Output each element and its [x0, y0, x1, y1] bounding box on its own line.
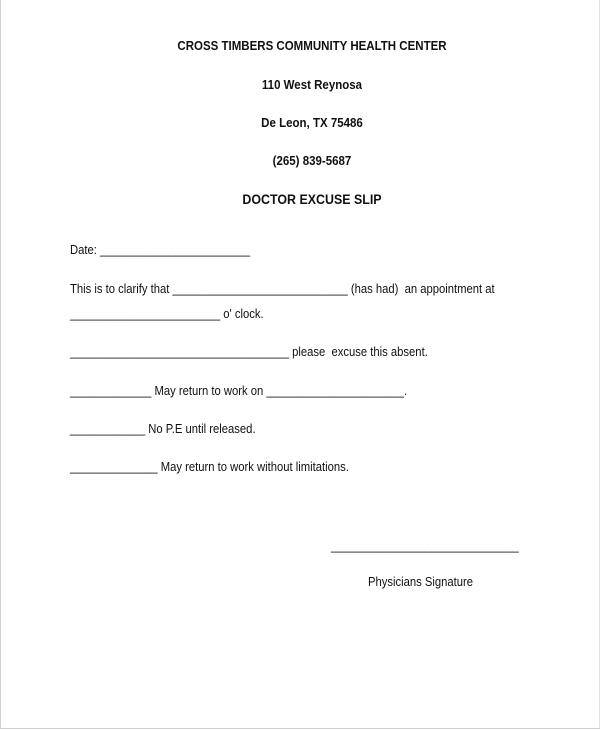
- doc-title: DOCTOR EXCUSE SLIP: [242, 192, 382, 207]
- no-limits-line: ______________ May return to work without limitations.: [70, 460, 349, 474]
- oclock-line: ________________________ o' clock.: [70, 307, 264, 321]
- org-name: CROSS TIMBERS COMMUNITY HEALTH CENTER: [177, 39, 447, 53]
- return-work-line: _____________ May return to work on ______________________.: [70, 384, 408, 398]
- clarify-line: This is to clarify that ____________________________ (has had) an appointment at: [70, 282, 495, 296]
- date-line: Date: ________________________: [70, 243, 251, 257]
- address-city: De Leon, TX 75486: [261, 116, 363, 130]
- signature-label: Physicians Signature: [368, 575, 474, 589]
- address-street: 110 West Reynosa: [261, 78, 363, 92]
- signature-line: ______________________________: [331, 539, 519, 553]
- excuse-line: ___________________________________ please excuse this absent.: [70, 345, 428, 359]
- no-pe-line: ____________ No P.E until released.: [70, 422, 256, 436]
- phone: (265) 839-5687: [272, 154, 352, 168]
